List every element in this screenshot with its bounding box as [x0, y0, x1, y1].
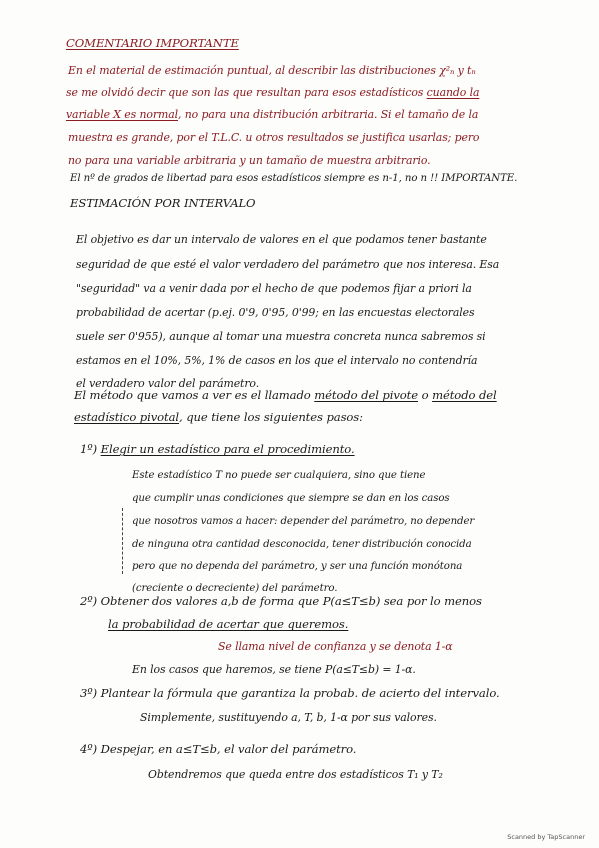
scanner-footer: Scanned by TapScanner: [507, 833, 585, 841]
step-1-number: 1º): [80, 442, 98, 456]
red-line-1: En el material de estimación puntual, al describir las distribuciones χ²ₙ y tₙ: [68, 64, 476, 77]
method-intro-line-1: [74, 388, 497, 402]
step-2-red-note: Se llama nivel de confianza y se denota 1-α: [218, 640, 453, 653]
step-1-body-4: de ninguna otra cantidad desconocida, tener distribución conocida: [132, 539, 472, 550]
intro-line-5: suele ser 0'955), aunque al tomar una muestra concreta nunca sabremos si: [76, 330, 486, 343]
margin-mark: [122, 508, 123, 574]
step-3-header: [80, 686, 500, 700]
step-4-body-1: Obtendremos que queda entre dos estadísticos T₁ y T₂: [148, 768, 443, 781]
step-3-heading: Plantear la fórmula que garantiza la probab. de acierto del intervalo.: [100, 686, 500, 700]
intro-line-7: el verdadero valor del parámetro.: [76, 377, 260, 390]
step-2-number: 2º): [80, 594, 98, 608]
red-line-3-emph: variable X es normal: [66, 108, 178, 121]
step-4-heading: Despejar, en a≤T≤b, el valor del parámetro.: [100, 742, 357, 756]
dof-note: El nº de grados de libertad para esos estadísticos siempre es n-1, no n !! IMPORTANTE.: [70, 173, 518, 184]
red-line-4: muestra es grande, por el T.L.C. u otros resultados se justifica usarlas; pero: [68, 131, 480, 144]
intro-line-3: "seguridad" va a venir dada por el hecho de que podemos fijar a priori la: [76, 282, 472, 295]
intro-line-4: probabilidad de acertar (p.ej. 0'9, 0'95, 0'99; en las encuestas electorales: [76, 306, 475, 319]
step-4-header: [80, 742, 356, 756]
step-2-body-1: En los casos que haremos, se tiene P(a≤T≤b) = 1-α.: [132, 663, 416, 676]
step-1-body-2: que cumplir unas condiciones que siempre se dan en los casos: [132, 493, 450, 504]
method-term-statistic-cont: estadístico pivotal: [74, 410, 180, 424]
page-title: COMENTARIO IMPORTANTE: [66, 36, 239, 50]
step-3-body-1: Simplemente, sustituyendo a, T, b, 1-α por sus valores.: [140, 711, 437, 724]
method-term-statistic: método del: [432, 388, 497, 402]
step-1-body-5: pero que no dependa del parámetro, y ser una función monótona: [132, 561, 463, 572]
step-4-number: 4º): [80, 742, 98, 756]
step-3-number: 3º): [80, 686, 98, 700]
red-line-2-emph: cuando la: [426, 86, 480, 99]
red-line-2: [66, 86, 479, 99]
step-2-heading: Obtener dos valores a,b de forma que P(a≤T≤b) sea por lo menos: [100, 594, 482, 608]
section-heading: ESTIMACIÓN POR INTERVALO: [70, 196, 256, 210]
red-line-3: [66, 108, 478, 121]
step-2-heading-2: la probabilidad de acertar que queremos.: [108, 617, 349, 631]
step-1-heading: Elegir un estadístico para el procedimiento.: [100, 442, 355, 456]
method-intro-part1: El método que vamos a ver es el llamado: [74, 388, 311, 402]
method-intro-part2: o: [421, 388, 429, 402]
step-1-body-6: (creciente o decreciente) del parámetro.: [132, 583, 338, 594]
step-1-header: [80, 442, 355, 456]
step-1-body-3: que nosotros vamos a hacer: depender del parámetro, no depender: [132, 516, 475, 527]
method-term-pivot: método del pivote: [314, 388, 419, 402]
red-line-5: no para una variable arbitraria y un tamaño de muestra arbitrario.: [68, 154, 431, 167]
intro-line-2: seguridad de que esté el valor verdadero del parámetro que nos interesa. Esa: [76, 258, 500, 271]
red-line-2-text: se me olvidó decir que son las que resultan para esos estadísticos: [66, 86, 424, 99]
intro-line-1: El objetivo es dar un intervalo de valores en el que podamos tener bastante: [76, 233, 487, 246]
method-intro-part3: , que tiene los siguientes pasos:: [179, 410, 363, 424]
step-2-header: [80, 594, 482, 608]
intro-line-6: estamos en el 10%, 5%, 1% de casos en los que el intervalo no contendría: [76, 354, 478, 367]
red-line-3-text: , no para una distribución arbitraria. Si el tamaño de la: [177, 108, 479, 121]
method-intro-line-2: [74, 410, 363, 424]
step-1-body-1: Este estadístico T no puede ser cualquiera, sino que tiene: [132, 470, 426, 481]
